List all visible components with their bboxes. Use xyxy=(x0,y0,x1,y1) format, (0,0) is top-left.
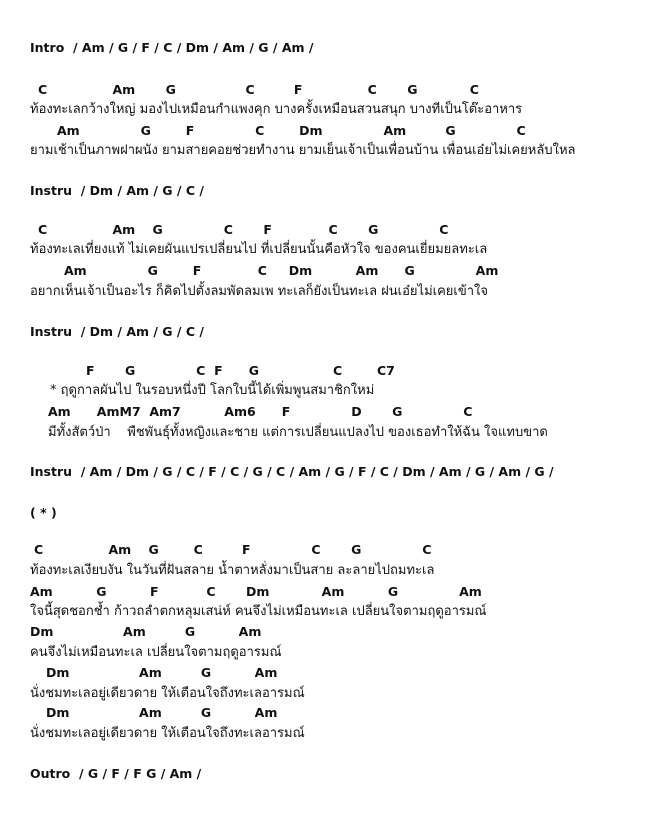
intro-line: Intro / Am / G / F / C / Dm / Am / G / Am / xyxy=(30,40,314,55)
verse3-chords-d: Dm Am G Am xyxy=(46,665,278,680)
instru-line-2: Instru / Dm / Am / G / C / xyxy=(30,324,204,339)
verse3-chords-b: Am G F C Dm Am G Am xyxy=(30,584,482,599)
verse2-lyric-b: อยากเห็นเจ้าเป็นอะไร ก็คิดไปตั้งลมพัดลมเพ ทะเลก็ยังเป็นทะเล ฝนเอ๋ยไม่เคยเข้าใจ xyxy=(30,284,489,299)
verse1-lyric-b: ยามเช้าเป็นภาพฝาผนัง ยามสายคอยช่วยทำงาน ยามเย็นเจ้าเป็นเพื่อนบ้าน เพื่อนเอ๋ยไม่เคยหลับใหล xyxy=(30,143,576,158)
instru-line-1: Instru / Dm / Am / G / C / xyxy=(30,183,204,198)
verse1-chords-b: Am G F C Dm Am G C xyxy=(57,123,526,138)
verse3-lyric-c: คนจึงไม่เหมือนทะเล เปลี่ยนใจตามฤดูอารมณ์ xyxy=(30,645,282,660)
verse2-lyric-a: ท้องทะเลเที่ยงแท้ ไม่เคยผันแปรเปลี่ยนไป ที่เปลี่ยนนั้นคือหัวใจ ของคนเยี่ยมยลทะเล xyxy=(30,242,488,257)
outro-line: Outro / G / F / F G / Am / xyxy=(30,766,202,781)
verse3-lyric-e: นั่งชมทะเลอยู่เดียวดาย ให้เตือนใจถึงทะเลอารมณ์ xyxy=(30,726,305,741)
chorus-lyric-a: * ฤดูกาลผันไป ในรอบหนึ่งปี โลกใบนี้ได้เพิ่มพูนสมาชิกใหม่ xyxy=(50,383,375,398)
verse3-lyric-b: ใจนี้สุดชอกช้ำ ก้าวถลำตกหลุมเสน่ห์ คนจึงไม่เหมือนทะเล เปลี่ยนใจตามฤดูอารมณ์ xyxy=(30,604,487,619)
verse1-lyric-a: ท้องทะเลกว้างใหญ่ มองไปเหมือนกำแพงคุก บางครั้งเหมือนสวนสนุก บางทีเป็นโต๊ะอาหาร xyxy=(30,102,523,117)
verse3-chords-a: C Am G C F C G C xyxy=(34,542,432,557)
verse3-chords-c: Dm Am G Am xyxy=(30,624,262,639)
verse2-chords-a: C Am G C F C G C xyxy=(38,222,449,237)
verse3-lyric-d: นั่งชมทะเลอยู่เดียวดาย ให้เตือนใจถึงทะเลอารมณ์ xyxy=(30,686,305,701)
chorus-chords-a: F G C F G C C7 xyxy=(86,363,395,378)
verse3-chords-e: Dm Am G Am xyxy=(46,705,278,720)
verse1-chords-a: C Am G C F C G C xyxy=(38,82,479,97)
chorus-chords-b: Am AmM7 Am7 Am6 F D G C xyxy=(48,404,473,419)
verse2-chords-b: Am G F C Dm Am G Am xyxy=(64,263,499,278)
repeat-marker: ( * ) xyxy=(30,505,57,520)
verse3-lyric-a: ท้องทะเลเงียบงัน ในวันที่ฝันสลาย น้ำตาหลั่งมาเป็นสาย ละลายไปถมทะเล xyxy=(30,563,435,578)
chorus-lyric-b: มีทั้งสัตว์ป่า พืชพันธุ์ทั้งหญิงและชาย แต่การเปลี่ยนแปลงไป ของเธอทำให้ฉัน ใจแทบขาด xyxy=(48,425,548,440)
instru-line-3: Instru / Am / Dm / G / C / F / C / G / C / Am / G / F / C / Dm / Am / G / Am / G / xyxy=(30,464,554,479)
